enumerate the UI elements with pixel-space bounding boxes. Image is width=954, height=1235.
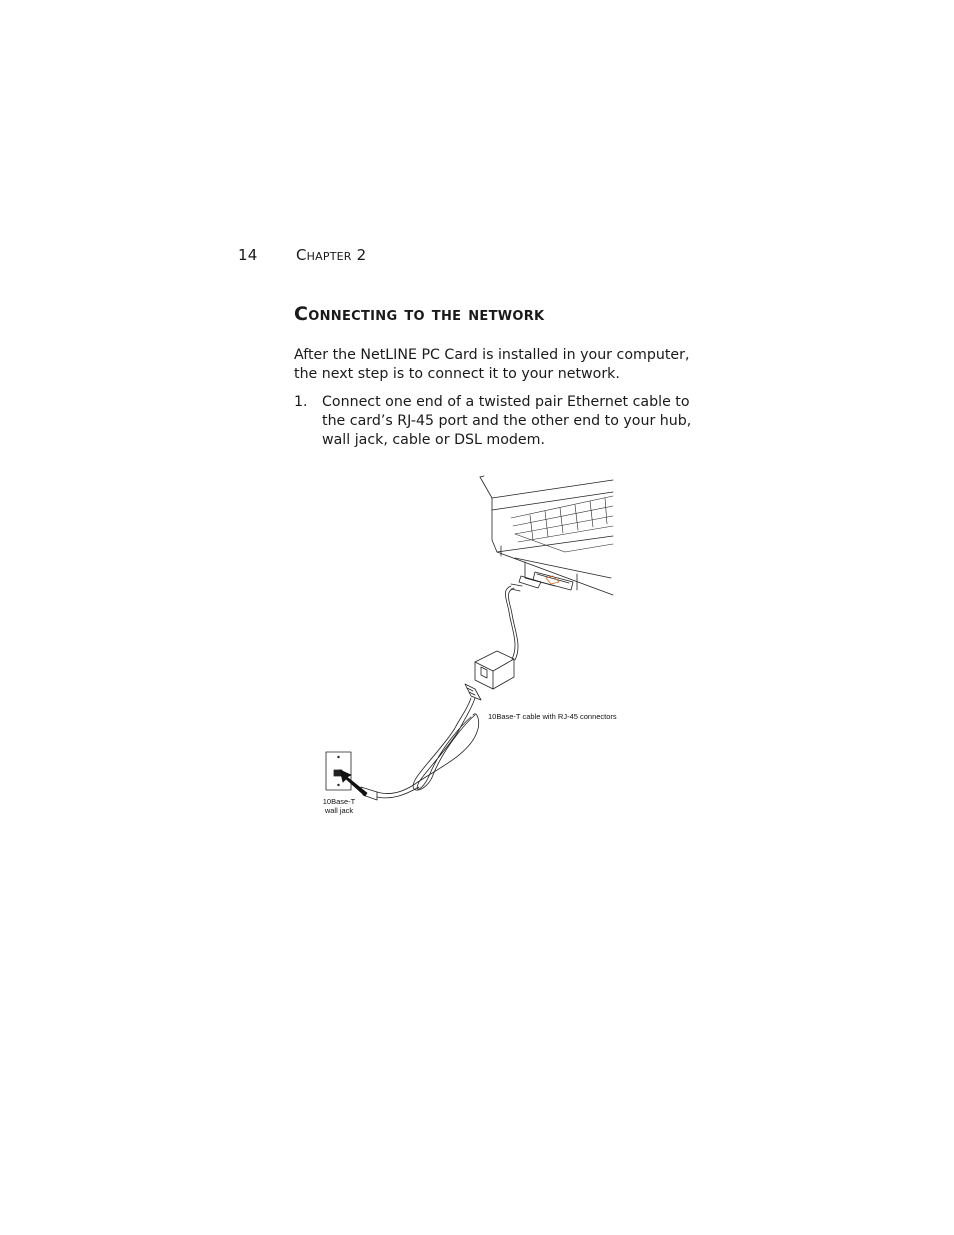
laptop-screen-edge: [480, 477, 492, 498]
rj45-plug-upper: [465, 684, 481, 700]
step-text: Connect one end of a twisted pair Ethernet cable to the card’s RJ-45 port and the other end to your hub, wall jack, cable or DSL modem.: [322, 394, 692, 448]
laptop-keyboard: [511, 496, 613, 552]
connection-illustration: [315, 470, 625, 820]
intro-paragraph: After the NetLINE PC Card is installed in your computer, the next step is to connect it to your network.: [294, 347, 690, 382]
illustration-drawing: [315, 470, 625, 820]
step-number: 1.: [294, 394, 308, 410]
step-item: [294, 393, 694, 450]
wall-jack-caption-line2: wall jack: [324, 806, 354, 815]
step-list: [294, 393, 694, 450]
running-header: [238, 246, 366, 264]
laptop-base-outline: [492, 498, 613, 595]
section-title: Connecting to the network: [294, 303, 545, 325]
wall-jack-caption: [317, 797, 361, 815]
page-number: 14: [238, 246, 258, 264]
wall-jack-caption-line1: 10Base-T: [322, 797, 356, 806]
insert-arrow-icon: [340, 770, 367, 796]
coiled-cable: [377, 698, 479, 798]
cable-caption: 10Base-T cable with RJ-45 connectors: [488, 712, 617, 721]
chapter-label: Chapter 2: [296, 246, 367, 264]
